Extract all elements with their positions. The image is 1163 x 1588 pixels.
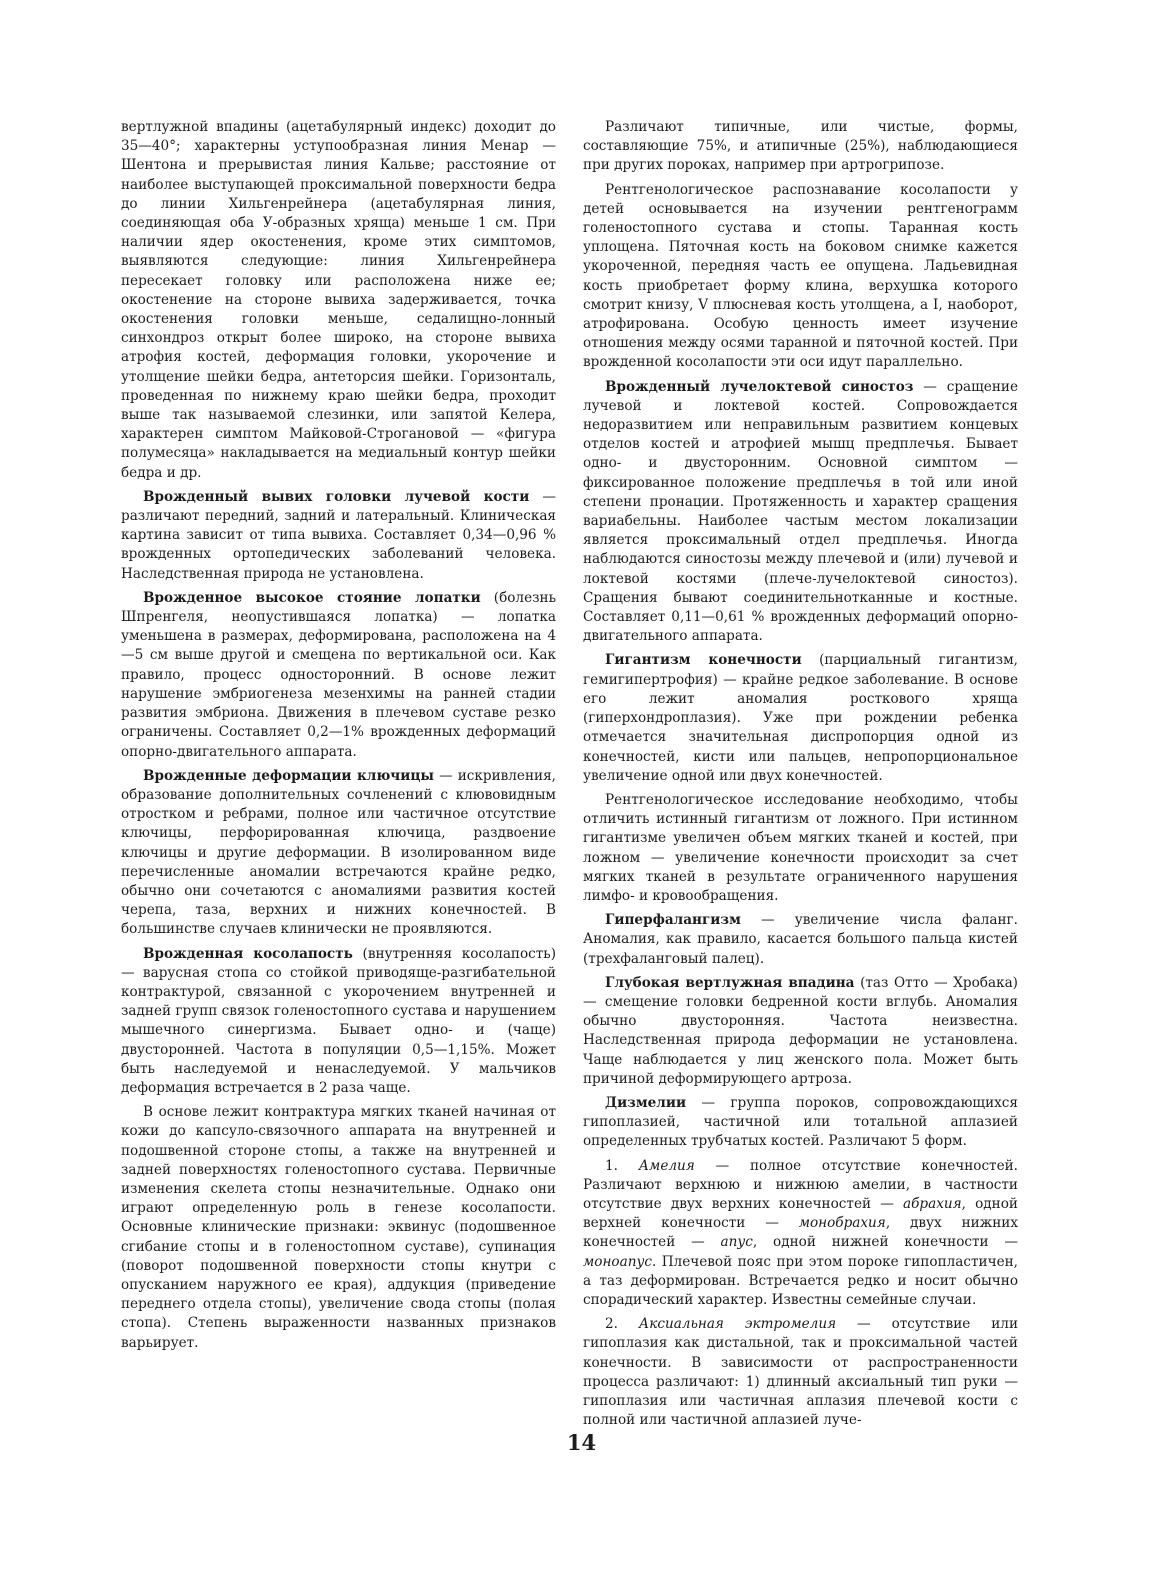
list-number: 1. [605,1157,639,1174]
paragraph-text: — различают передний, задний и латеральный. Клиническая картина зависит от типа вывиха. Составляет 0,34—0,96 % врожденных ортопедических заболеваний человека. Наследственная природа не установлена. [121,488,557,582]
paragraph-text: , двух нижних конечностей — [583,1215,1018,1251]
paragraph [121,767,556,940]
paragraph [583,378,1018,647]
italic-term: Амелия [638,1157,695,1174]
paragraph-text: (внутренняя косолапость) — варусная стопа со стойкой приводяще-разгибательной контрактурой, связанной с укорочением внутренней и задней групп связок голеностопного сустава и нарушением мышечного синергизма. Бывает одно- и (чаще) двусторонней. Частота в популяции 0,5—1,15%. Может быть наследуемой и ненаследуемой. У мальчиков деформация встречается в 2 раза чаще. [121,945,557,1096]
paragraph [121,589,556,762]
paragraph-text: Различают типичные, или чистые, формы, составляющие 75%, и атипичные (25%), наблюдающиеся при других пороках, например при артрогрипозе. [583,119,1018,174]
paragraph [583,1094,1018,1152]
right-column [583,118,1018,1435]
page-number: 14 [566,1430,597,1455]
term-heading: Врожденная косолапость [143,945,353,962]
paragraph-text: — отсутствие или гипоплазия как дистальной, так и проксимальной частей конечности. В зависимости от распространенности процесса различают: 1) длинный аксиальный тип руки — гипоплазия или частичная аплазия плечевой кости с полной или частичной аплазией луче- [583,1316,1019,1429]
paragraph [121,945,556,1099]
paragraph [583,181,1018,373]
paragraph [121,488,556,584]
list-item [583,1315,1018,1430]
left-column [121,118,556,1358]
paragraph-text: , одной нижней конечности — [752,1234,1019,1251]
paragraph-text: — группа пороков, сопровождающихся гипоплазией, частичной или тотальной аплазией определенных трубчатых костей. Различают 5 форм. [583,1094,1018,1150]
paragraph-text: — искривления, образование дополнительных сочленений с клювовидным отростком и ребрами, полное или частичное отсутствие ключицы, перфорированная ключица, раздвоение ключицы и другие деформации. В изолированном виде перечисленные аномалии встречаются крайне редко, обычно они сочетаются с аномалиями развития костей черепа, таза, верхних и нижних конечностей. В большинстве случаев клинически не проявляются. [121,767,556,938]
italic-term: моноапус [583,1253,652,1270]
list-number: 2. [605,1316,639,1333]
paragraph [583,974,1018,1089]
paragraph-text: Рентгенологическое распознавание косолапости у детей основывается на изучении рентгенограмм голеностопного сустава и стопы. Таранная кость уплощена. Пяточная кость на боковом снимке кажется укороченной, передняя часть ее опущена. Ладьевидная кость приобретает форму клина, верхушка которого смотрит книзу, V плюсневая кость утолщена, а I, наоборот, атрофирована. Особую ценность имеет изучение отношения между осями таранной и пяточной костей. При врожденной косолапости эти оси идут параллельно. [583,181,1018,371]
paragraph-text: — увеличение числа фаланг. Аномалия, как правило, касается большого пальца кистей (трехфаланговый палец). [583,912,1018,967]
paragraph [583,791,1018,906]
italic-term: Аксиальная эктромелия [638,1316,837,1333]
paragraph-text: (парциальный гигантизм, гемигипертрофия) — крайне редкое заболевание. В основе его лежит аномалия росткового хряща (гиперхондроплазия). Уже при рождении ребенка отмечается значительная диспропорция одной из конечностей, кисти или пальцев, непропорциональное увеличение одной или двух конечностей. [583,652,1018,784]
list-item [583,1157,1018,1311]
paragraph-text: вертлужной впадины (ацетабулярный индекс) доходит до 35—40°; характерны уступообразная линия Менар — Шентона и прерывистая линия Кальве; расстояние от наиболее выступающей проксимальной поверхности бедра до линии Хильгенрейнера (ацетабулярная линия, соединяющая оба У-образных хряща) меньше 1 см. При наличии ядер окостенения, кроме этих симптомов, выявляются следующие: линия Хильгенрейнера пересекает головку или расположена ниже ее; окостенение на стороне вывиха задерживается, точка окостенения головки меньше, седалищно-лонный синхондроз открыт более широко, на стороне вывиха атрофия костей, деформация головки, укорочение и утолщение шейки бедра, антеторсия шейки. Горизонталь, проведенная по нижнему краю шейки бедра, проходит выше так называемой слезинки, или запятой Келера, характерен симптом Майковой-Строгановой — «фигура полумесяца» накладывается на медиальный контур шейки бедра и др. [121,119,556,481]
paragraph-text: — полное отсутствие конечностей. Различают верхнюю и нижнюю амелии, в частности отсутствие двух верхних конечностей — [583,1157,1018,1212]
paragraph [121,118,556,483]
term-heading: Дизмелии [605,1094,687,1111]
term-heading: Врожденный вывих головки лучевой кости [143,488,530,505]
paragraph [583,651,1018,785]
paragraph [583,911,1018,969]
italic-term: апус [720,1234,753,1251]
term-heading: Глубокая вертлужная впадина [605,974,855,991]
paragraph-text: Рентгенологическое исследование необходимо, чтобы отличить истинный гигантизм от ложного. При истинном гигантизме увеличен объем мягких тканей и костей, при ложном — увеличение конечности происходит за счет мягких тканей в результате ограниченного нарушения лимфо- и кровообращения. [583,791,1018,904]
paragraph-text: (болезнь Шпренгеля, неопустившаяся лопатка) — лопатка уменьшена в размерах, деформирована, расположена на 4—5 см выше другой и смещена по вертикальной оси. Как правило, процесс односторонний. В основе лежит нарушение эмбриогенеза мезенхимы на ранней стадии развития эмбриона. Движения в плечевом суставе резко ограничены. Составляет 0,2—1% врожденных деформаций опорно-двигательного аппарата. [121,589,556,760]
paragraph-text: , одной верхней конечности — [583,1195,1018,1232]
term-heading: Врожденные деформации ключицы [143,767,435,784]
term-heading: Врожденное высокое стояние лопатки [143,589,481,606]
paragraph-text: (таз Отто — Хробака) — смещение головки бедренной кости вглубь. Аномалия обычно двусторонняя. Частота неизвестна. Наследственная природа деформации не установлена. Чаще наблюдается у лиц женского пола. Может быть причиной деформирующего артроза. [583,974,1018,1087]
paragraph-text: В основе лежит контрактура мягких тканей начиная от кожи до капсуло-связочного аппарата на внутренней и подошвенной стороне стопы, а также на внутренней и задней поверхностях голеностопного сустава. Первичные изменения скелета стопы незначительные. Однако они играют определенную роль в генезе косолапости. Основные клинические признаки: эквинус (подошвенное сгибание стопы и в голеностопном суставе), супинация (поворот подошвенной поверхности стопы кнутри с опусканием наружного ее края), аддукция (приведение переднего отдела стопы), увеличение свода стопы (полая стопа). Степень выраженности названных признаков варьирует. [121,1104,556,1351]
term-heading: Гиперфалангизм [605,912,741,929]
term-heading: Гигантизм конечности [605,652,802,669]
term-heading: Врожденный лучелоктевой синостоз [605,378,914,395]
italic-term: абрахия [902,1195,962,1212]
paragraph-text: — сращение лучевой и локтевой костей. Сопровождается недоразвитием или неправильным развитием концевых отделов костей и атрофией мышц предплечья. Бывает одно- и двусторонним. Основной симптом — фиксированное положение предплечья в той или иной степени пронации. Протяженность и характер сращения вариабельны. Наиболее частым местом локализации является проксимальный отдел предплечья. Иногда наблюдаются синостозы между плечевой и (или) лучевой и локтевой костями (плече-лучелоктевой синостоз). Сращения бывают соединительнотканные и костные. Составляет 0,11—0,61 % врожденных деформаций опорно-двигательного аппарата. [583,378,1018,645]
paragraph [583,118,1018,176]
paragraph-text: . Плечевой пояс при этом пороке гипопластичен, а таз деформирован. Встречается редко и носит обычно спорадический характер. Известны семейные случаи. [583,1253,1018,1308]
paragraph [121,1103,556,1353]
italic-term: монобрахия [798,1215,886,1232]
